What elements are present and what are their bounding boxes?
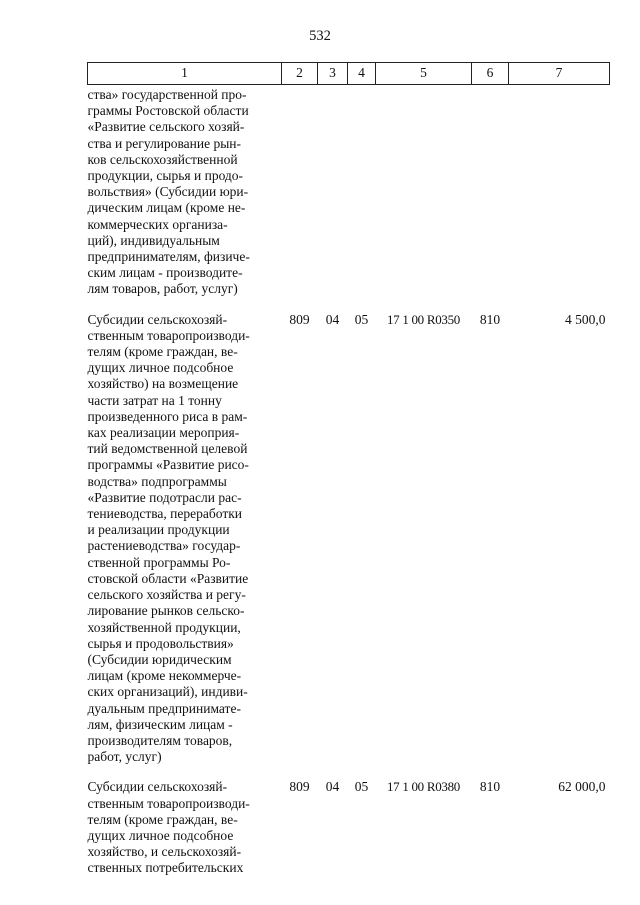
- amount: 4 500,0: [565, 311, 606, 327]
- table-row: [88, 85, 610, 298]
- description-line: работ, услуг): [87, 749, 162, 765]
- description-line: стовской области «Развитие: [87, 570, 249, 586]
- column-header: 6: [472, 63, 509, 85]
- ministry-code: 809: [289, 779, 310, 795]
- column-header: 5: [376, 63, 472, 85]
- description-line: ства и регулирование рын-: [87, 135, 241, 151]
- description-line: Субсидии сельскохозяй-: [87, 779, 228, 795]
- description-line: лям товаров, работ, услуг): [87, 281, 238, 297]
- description-line: «Развитие подотрасли рас-: [87, 489, 242, 505]
- subsection-code: 05: [354, 779, 369, 795]
- description-line: граммы Ростовской области: [87, 103, 249, 119]
- target-article-code: [376, 85, 472, 298]
- target-article-code: 17 1 00 R0380: [386, 779, 461, 795]
- description-line: «Развитие сельского хозяй-: [87, 119, 245, 135]
- expense-type-code: 810: [479, 311, 501, 327]
- description-line: программы «Развитие рисо-: [87, 457, 249, 473]
- row-description: [88, 85, 282, 298]
- description-line: хозяйство, и сельскохозяй-: [87, 844, 242, 860]
- description-line: дущих личное подсобное: [87, 360, 234, 376]
- description-line: ков сельскохозяйственной: [87, 151, 238, 167]
- budget-table: [87, 62, 610, 877]
- expense-type-code: 810: [479, 779, 501, 795]
- subsection-code: 05: [354, 311, 369, 327]
- table-row: [88, 765, 610, 876]
- column-header: 2: [282, 63, 318, 85]
- description-line: лям, физическим лицам -: [87, 716, 233, 732]
- column-header: 7: [509, 63, 610, 85]
- description-line: дуальным предпринимате-: [87, 700, 241, 716]
- description-line: (Субсидии юридическим: [87, 651, 232, 667]
- description-line: вольствия» (Субсидии юри-: [87, 184, 249, 200]
- description-line: лицам (кроме некоммерче-: [87, 668, 242, 684]
- description-line: ским лицам - производите-: [87, 265, 243, 281]
- description-line: коммерческих организа-: [87, 216, 228, 232]
- description-line: ственной программы Ро-: [87, 554, 231, 570]
- description-line: Субсидии сельскохозяй-: [87, 311, 228, 327]
- description-line: ций), индивидуальным: [87, 232, 220, 248]
- amount: 62 000,0: [558, 779, 606, 795]
- description-line: хозяйство) на возмещение: [87, 376, 239, 392]
- description-line: ственных потребительских: [87, 860, 244, 876]
- section-code: 04: [325, 779, 340, 795]
- description-line: производителям товаров,: [87, 732, 233, 748]
- description-line: водства» подпрограммы: [87, 473, 227, 489]
- description-line: лирование рынков сельско-: [87, 603, 245, 619]
- column-header: 3: [318, 63, 348, 85]
- description-line: сельского хозяйства и регу-: [87, 587, 246, 603]
- description-line: ках реализации мероприя-: [87, 425, 240, 441]
- description-line: телям (кроме граждан, ве-: [87, 811, 238, 827]
- row-description: [88, 298, 282, 766]
- description-line: произведенного риса в рам-: [87, 408, 248, 424]
- description-line: и реализации продукции: [87, 522, 230, 538]
- target-article-code: 17 1 00 R0350: [386, 311, 461, 327]
- description-line: растениеводства» государ-: [87, 538, 241, 554]
- section-code: 04: [325, 311, 340, 327]
- description-line: хозяйственной продукции,: [87, 619, 241, 635]
- column-header-row: [88, 63, 610, 85]
- description-line: продукции, сырья и продо-: [87, 168, 244, 184]
- table-row: [88, 298, 610, 766]
- description-line: ских организаций), индиви-: [87, 684, 248, 700]
- description-line: дическим лицам (кроме не-: [87, 200, 246, 216]
- subsection-code: [348, 85, 376, 298]
- column-header: 4: [348, 63, 376, 85]
- ministry-code: 809: [289, 311, 310, 327]
- page-number: 532: [309, 28, 331, 44]
- section-code: [318, 85, 348, 298]
- column-header: 1: [88, 63, 282, 85]
- description-line: ственным товаропроизводи-: [87, 327, 250, 343]
- description-line: ственным товаропроизводи-: [87, 795, 250, 811]
- description-line: тениеводства, переработки: [87, 506, 242, 522]
- description-line: предпринимателям, физиче-: [87, 249, 250, 265]
- description-line: тий ведомственной целевой: [87, 441, 248, 457]
- expense-type-code: [472, 85, 509, 298]
- description-line: сырья и продовольствия»: [87, 635, 234, 651]
- description-line: телям (кроме граждан, ве-: [87, 344, 238, 360]
- amount: [509, 85, 610, 298]
- row-description: [88, 765, 282, 876]
- description-line: дущих личное подсобное: [87, 827, 234, 843]
- ministry-code: [282, 85, 318, 298]
- description-line: части затрат на 1 тонну: [87, 392, 222, 408]
- description-line: ства» государственной про-: [87, 87, 247, 102]
